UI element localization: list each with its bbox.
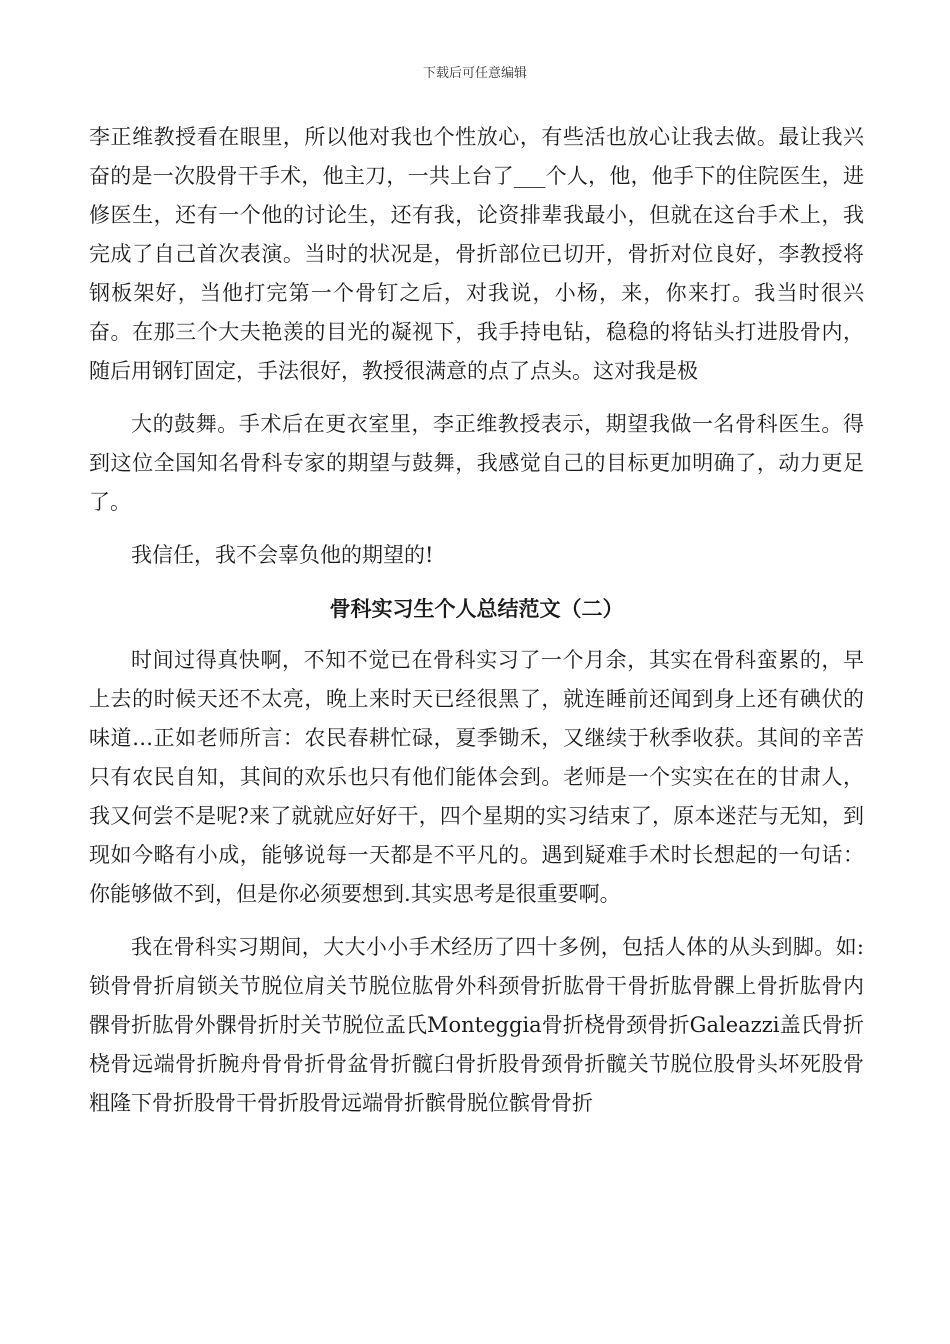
page-header-note: 下载后可任意编辑 (422, 66, 527, 81)
section-title: 骨科实习生个人总结范文（二） (329, 596, 624, 621)
paragraph-5: 我在骨科实习期间，大大小小手术经历了四十多例，包括人体的从头到脚。如:锁骨骨折肩锁关节脱位肩关节脱位肱骨外科颈骨折肱骨干骨折肱骨髁上骨折肱骨内髁骨折肱骨外髁骨折肘关节脱位孟氏Monteggia骨折桡骨颈骨折Galeazzi盖氏骨折桡骨远端骨折腕舟骨骨折骨盆骨折髋臼骨折股骨颈骨折髋关节脱位股骨头坏死股骨粗隆下骨折股骨干骨折股骨远端骨折髌骨脱位髌骨骨折 (89, 935, 864, 1115)
document-body (89, 118, 864, 1123)
paragraph-1: 李正维教授看在眼里，所以他对我也个性放心，有些活也放心让我去做。最让我兴奋的是一次股骨干手术，他主刀，一共上台了___个人，他，他手下的住院医生，进修医生，还有一个他的讨论生，还有我，论资排辈我最小，但就在这台手术上，我完成了自己首次表演。当时的状况是，骨折部位已切开，骨折对位良好，李教授将钢板架好，当他打完第一个骨钉之后，对我说，小杨，来，你来打。我当时很兴奋。在那三个大夫艳羡的目光的凝视下，我手持电钻，稳稳的将钻头打进股骨内，随后用钢钉固定，手法很好，教授很满意的点了点头。这对我是极 (89, 125, 864, 383)
paragraph-4: 时间过得真快啊，不知不觉已在骨科实习了一个月余，其实在骨科蛮累的，早上去的时候天还不太亮，晚上来时天已经很黑了，就连睡前还闻到身上还有碘伏的味道…正如老师所言：农民春耕忙碌，夏季锄禾，又继续于秋季收获。其间的辛苦只有农民自知，其间的欢乐也只有他们能体会到。老师是一个实实在在的甘肃人，我又何尝不是呢?来了就就应好好干，四个星期的实习结束了，原本迷茫与无知，到现如今略有小成，能够说每一天都是不平凡的。遇到疑难手术时长想起的一句话：你能够做不到，但是你必须要想到.其实思考是很重要啊。 (89, 648, 864, 906)
paragraph-3: 我信任，我不会辜负他的期望的! (131, 543, 434, 567)
paragraph-2: 大的鼓舞。手术后在更衣室里，李正维教授表示，期望我做一名骨科医生。得到这位全国知名骨科专家的期望与鼓舞，我感觉自己的目标更加明确了，动力更足了。 (89, 412, 864, 514)
